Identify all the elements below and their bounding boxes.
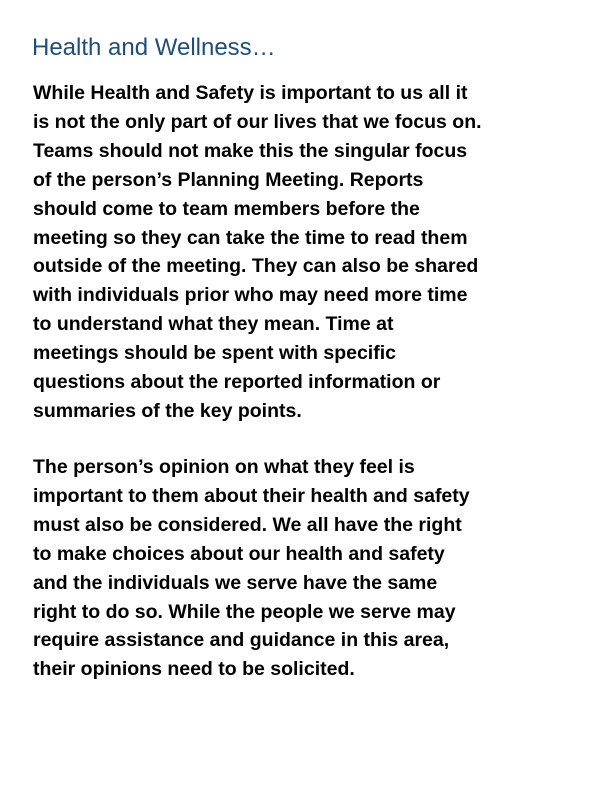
paragraph-line: require assistance and guidance in this area, (33, 629, 450, 652)
paragraph-line: outside of the meeting. They can also be shared (33, 255, 479, 278)
paragraph-line: While Health and Safety is important to us all it (33, 82, 468, 104)
paragraph-line: summaries of the key points. (33, 399, 302, 422)
paragraph-line: of the person’s Planning Meeting. Reports (33, 168, 424, 191)
paragraph-line: to understand what they mean. Time at (33, 313, 394, 336)
paragraph-health-safety-focus (33, 79, 593, 426)
paragraph-line: and the individuals we serve have the same (33, 571, 438, 594)
paragraph-line: right to do so. While the people we serve may (33, 600, 456, 623)
paragraph-line: The person’s opinion on what they feel is (33, 456, 415, 478)
paragraph-line: meetings should be spent with specific (33, 342, 396, 365)
paragraph-line: meeting so they can take the time to read them (33, 226, 468, 249)
paragraph-line: their opinions need to be solicited. (33, 658, 355, 681)
paragraph-line: to make choices about our health and safety (33, 542, 445, 565)
paragraph-person-opinion (33, 453, 593, 684)
paragraph-line: important to them about their health and safety (33, 484, 470, 507)
paragraph-line: with individuals prior who may need more time (33, 284, 468, 307)
page-title: Health and Wellness… (32, 34, 276, 61)
paragraph-line: questions about the reported information or (33, 371, 441, 394)
paragraph-line: should come to team members before the (33, 197, 420, 220)
paragraph-line: Teams should not make this the singular focus (33, 139, 468, 162)
paragraph-line: is not the only part of our lives that we focus on. (33, 110, 482, 133)
paragraph-line: must also be considered. We all have the right (33, 513, 462, 536)
